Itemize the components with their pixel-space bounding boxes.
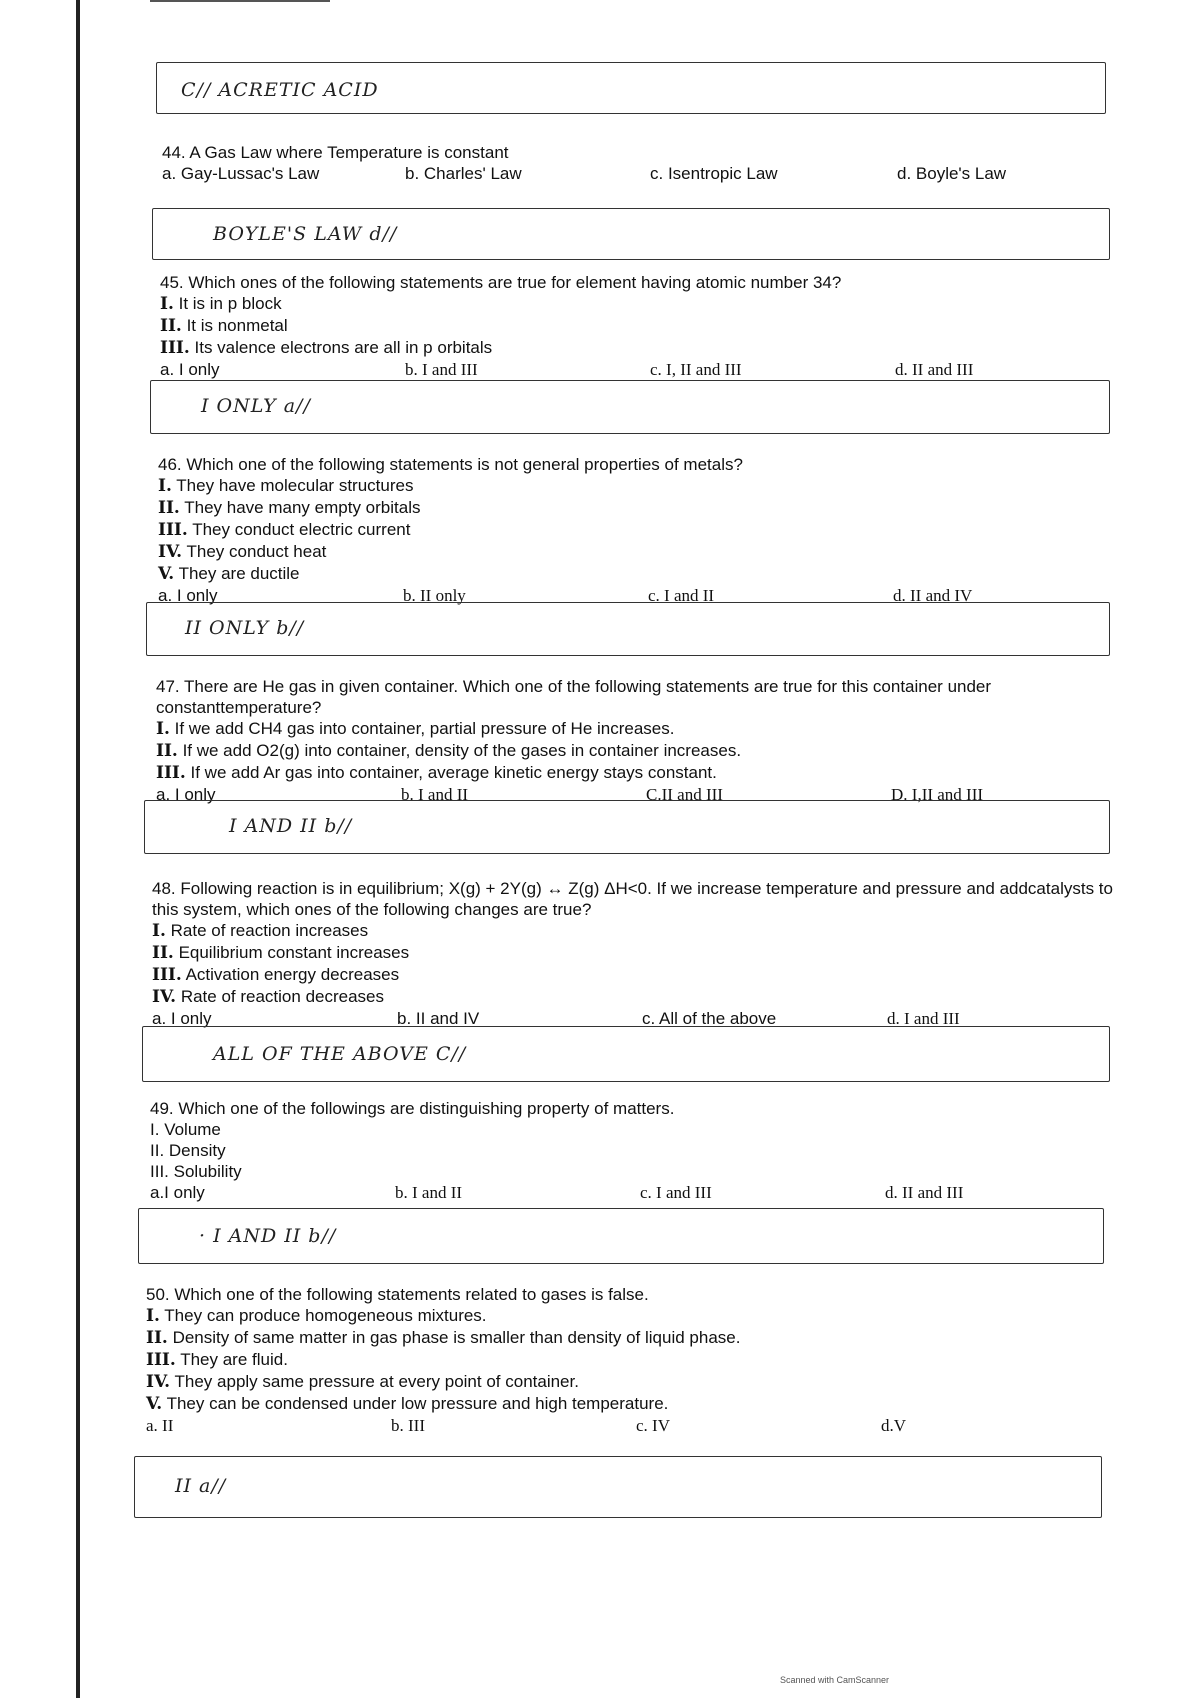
answer-box-49: [138, 1208, 1104, 1264]
option-a: a. I only: [160, 360, 220, 379]
statement-1: I. Volume: [150, 1120, 221, 1139]
question-stem: 49. Which one of the followings are distinguishing property of matters.: [150, 1099, 675, 1118]
statement-4: IV. They conduct heat: [158, 542, 327, 562]
question-stem: 46. Which one of the following statements is not general properties of metals?: [158, 455, 743, 474]
statement-3: III. Solubility: [150, 1162, 242, 1181]
statement-3: III. They conduct electric current: [158, 520, 411, 540]
option-a: a. I only: [152, 1009, 212, 1028]
statement-2: II. It is nonmetal: [160, 316, 288, 336]
option-c: c. I and III: [640, 1183, 712, 1202]
question-stem: 44. A Gas Law where Temperature is constant: [162, 143, 509, 162]
statement-3: III. They are fluid.: [146, 1350, 288, 1370]
question-stem: 47. There are He gas in given container. Which one of the following statements are true for this container under constanttemperature?: [156, 677, 992, 717]
options-row: [160, 359, 1120, 381]
option-c: C.II and III: [646, 785, 723, 804]
statement-2: II. They have many empty orbitals: [158, 498, 421, 518]
question-50: [146, 1284, 1116, 1437]
options-row: [162, 163, 1112, 185]
option-a: a. I only: [158, 586, 218, 605]
statement-2: II. Equilibrium constant increases: [152, 943, 410, 963]
answer-50: II a//: [175, 1475, 227, 1497]
answer-46: II ONLY b//: [185, 617, 305, 639]
statement-2: II. Density: [150, 1141, 226, 1160]
question-stem: 45. Which ones of the following statements are true for element having atomic number 34?: [160, 273, 842, 292]
answer-box-50: [134, 1456, 1102, 1518]
option-c: c. I, II and III: [650, 360, 742, 379]
option-d: d. II and III: [895, 360, 974, 379]
option-a: a. I only: [156, 785, 216, 804]
option-b: b. Charles' Law: [405, 164, 522, 183]
answer-48: ALL OF THE ABOVE C//: [213, 1043, 467, 1065]
option-b: b. I and II: [401, 785, 469, 804]
page-top-rule: [150, 0, 330, 2]
answer-47: I AND II b//: [229, 815, 353, 837]
option-c: c. Isentropic Law: [650, 164, 778, 183]
option-d: d. II and IV: [893, 586, 973, 605]
option-d: d.V: [881, 1416, 907, 1435]
answer-43: C// ACRETIC ACID: [181, 79, 379, 101]
statement-1: I. It is in p block: [160, 294, 282, 314]
statement-4: IV. Rate of reaction decreases: [152, 987, 384, 1007]
option-d: d. I and III: [887, 1009, 960, 1028]
option-d: d. Boyle's Law: [897, 164, 1007, 183]
statement-1: I. They have molecular structures: [158, 476, 414, 496]
answer-box-48: [142, 1026, 1110, 1082]
statement-2: II. Density of same matter in gas phase is smaller than density of liquid phase.: [146, 1328, 741, 1348]
answer-box-43: [156, 62, 1106, 114]
answer-44: BOYLE'S LAW d//: [213, 223, 398, 245]
option-c: c. All of the above: [642, 1009, 777, 1028]
question-45: [160, 272, 1120, 381]
option-a: a. II: [146, 1416, 174, 1435]
statement-5: V. They can be condensed under low pressure and high temperature.: [146, 1394, 669, 1414]
option-b: b. II and IV: [397, 1009, 480, 1028]
question-46: [158, 454, 1118, 607]
statement-3: III. Its valence electrons are all in p orbitals: [160, 338, 493, 358]
option-b: b. II only: [403, 586, 466, 605]
question-stem: 50. Which one of the following statements related to gases is false.: [146, 1285, 649, 1304]
answer-box-46: [146, 602, 1110, 656]
answer-45: I ONLY a//: [201, 395, 311, 417]
statement-1: I. They can produce homogeneous mixtures.: [146, 1306, 487, 1326]
statement-1: I. Rate of reaction increases: [152, 921, 369, 941]
statement-3: III. Activation energy decreases: [152, 965, 400, 985]
answer-box-45: [150, 380, 1110, 434]
statement-5: V. They are ductile: [158, 564, 300, 584]
option-d: d. II and III: [885, 1183, 964, 1202]
option-a: a.I only: [150, 1183, 205, 1202]
option-b: b. I and II: [395, 1183, 463, 1202]
option-c: c. IV: [636, 1416, 670, 1435]
option-c: c. I and II: [648, 586, 715, 605]
answer-box-44: [152, 208, 1110, 260]
answer-box-47: [144, 800, 1110, 854]
option-a: a. Gay-Lussac's Law: [162, 164, 320, 183]
options-row: [150, 1182, 1120, 1204]
options-row: [146, 1415, 1116, 1437]
statement-1: I. If we add CH4 gas into container, partial pressure of He increases.: [156, 719, 675, 739]
question-48: [152, 878, 1122, 1030]
question-stem: 48. Following reaction is in equilibrium; X(g) + 2Y(g) ↔ Z(g) ΔH<0. If we increase temperature and pressure and addcatalysts to this system, which ones of the following changes are true?: [152, 879, 1113, 919]
question-47: [156, 676, 1116, 806]
answer-49: · I AND II b//: [199, 1225, 337, 1247]
statement-2: II. If we add O2(g) into container, density of the gases in container increases.: [156, 741, 742, 761]
statement-4: IV. They apply same pressure at every point of container.: [146, 1372, 579, 1392]
scanner-watermark: Scanned with CamScanner: [780, 1675, 890, 1685]
option-b: b. III: [391, 1416, 425, 1435]
page-left-border: [76, 0, 80, 1698]
option-d: D. I,II and III: [891, 785, 984, 804]
statement-3: III. If we add Ar gas into container, average kinetic energy stays constant.: [156, 763, 717, 783]
option-b: b. I and III: [405, 360, 478, 379]
question-49: [150, 1098, 1120, 1204]
question-44: [162, 142, 1112, 185]
